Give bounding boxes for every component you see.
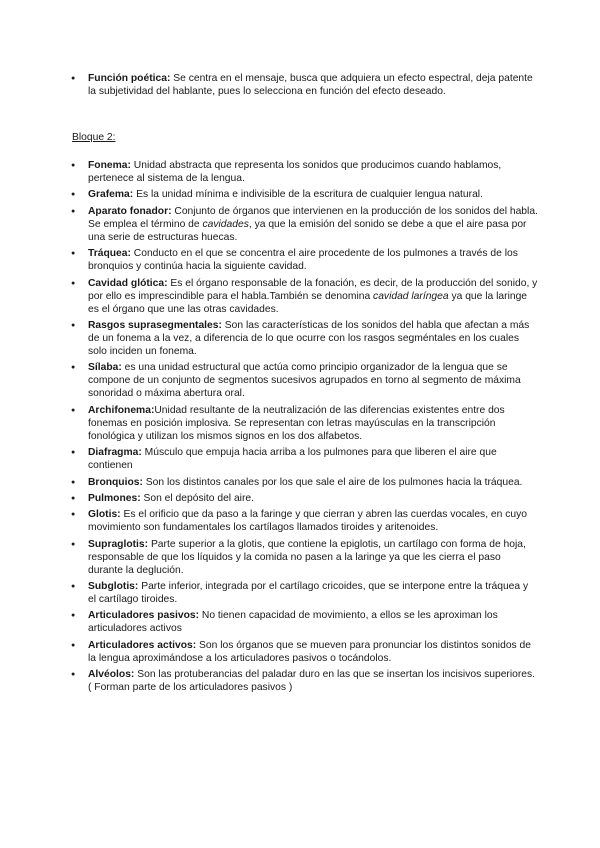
term-definition: Son los órganos que se mueven para pronunciar los distintos sonidos de la lengua aproximándose a los articuladores pasivos o tocándolos. [88, 639, 532, 664]
term-definition: Son el depósito del aire. [140, 492, 254, 504]
bloque-2-definition-list [88, 159, 538, 698]
term-definition: Parte inferior, integrada por el cartílago cricoides, que se interpone entre la tráquea y el cartílago tiroides. [88, 581, 529, 606]
term-definition: Unidad abstracta que representa los sonidos que producimos cuando hablamos, pertenece al sistema de la lengua. [88, 160, 502, 184]
list-item [88, 476, 538, 489]
term-label: Grafema: [88, 189, 134, 201]
list-item [88, 609, 538, 635]
list-item [88, 277, 538, 316]
term-label: Rasgos suprasegmentales: [88, 319, 222, 331]
term-definition: , ya que la emisión del sonido se debe a que el aire pasa por una serie de estructuras huecas. [88, 218, 527, 243]
term-definition: Se centra en el mensaje, busca que adquiera un efecto espectral, deja patente la subjetividad del hablante, pues lo selecciona en función del efecto deseado. [88, 73, 533, 97]
term-label: Función poética: [88, 73, 171, 84]
term-label: Archifonema: [88, 404, 155, 416]
list-item [88, 508, 538, 534]
section-heading: Bloque 2: [72, 132, 116, 143]
term-definition: Es el órgano responsable de la fonación, es decir, de la producción del sonido, y por ello es imprescindible para el habla.También se denomina [88, 277, 538, 302]
term-definition: No tienen capacidad de movimiento, a ellos se les aproximan los articuladores activos [88, 610, 498, 635]
term-label: Alvéolos: [88, 669, 135, 681]
term-definition: Es la unidad mínima e indivisible de la escritura de cualquier lengua natural. [133, 189, 483, 201]
list-item [88, 159, 538, 185]
term-definition: Unidad resultante de la neutralización de las diferencias existentes entre dos fonemas en posición implosiva. Se representan con letras mayúsculas en la transcripción fonológica y utilizan los mismos signos en los dos alfabetos. [88, 404, 505, 442]
term-definition: Son las características de los sonidos del habla que afectan a más de un fonema a la vez, a diferencia de lo que ocurre con los rasgos segméntales en los cuales solo inciden un fonema. [88, 319, 530, 357]
list-item [88, 404, 538, 443]
term-label: Aparato fonador: [88, 205, 172, 217]
list-item [88, 538, 538, 577]
list-item [88, 188, 538, 201]
list-item [88, 580, 538, 606]
term-label: Supraglotis: [88, 538, 149, 550]
list-item [88, 668, 538, 694]
list-item [88, 361, 538, 400]
italic-term: cavidad laríngea [373, 290, 449, 302]
term-label: Cavidad glótica: [88, 277, 168, 289]
term-label: Tráquea: [88, 248, 131, 260]
italic-term: cavidades [202, 218, 249, 230]
list-item [88, 492, 538, 505]
term-label: Sílaba: [88, 362, 122, 374]
list-item [88, 72, 538, 98]
term-definition: Conjunto de órganos que intervienen en la producción de los sonidos del habla. Se emplea el término de [88, 205, 538, 230]
term-definition: Es el orificio que da paso a la faringe y que cierran y abren las cuerdas vocales, en cuyo movimiento son fundamentales los cartílagos llamados tiroides y aritenoides. [88, 509, 527, 534]
term-definition: Son los distintos canales por los que sale el aire de los pulmones hacia la tráquea. [142, 476, 523, 488]
term-definition: es una unidad estructural que actúa como principio organizador de la lengua que se compone de un conjunto de segmentos sucesivos agrupados en torno al segmento de máxima sonoridad o máxima abertura oral. [88, 362, 521, 400]
list-item [88, 205, 538, 244]
term-definition: Músculo que empuja hacia arriba a los pulmones para que liberen el aire que contienen [88, 447, 497, 472]
term-label: Diafragma: [88, 447, 142, 459]
term-definition: ya que la laringe es el órgano que une las otras cavidades. [88, 290, 528, 315]
term-label: Glotis: [88, 509, 121, 521]
term-label: Fonema: [88, 160, 131, 171]
term-definition: Son las protuberancias del paladar duro en las que se insertan los incisivos superiores. ( Forman parte de los articuladores pasivos ) [88, 669, 536, 694]
term-definition: Conducto en el que se concentra el aire procedente de los pulmones a través de los bronquios y continúa hacia la siguiente cavidad. [88, 248, 518, 273]
list-item [88, 446, 538, 472]
term-label: Bronquios: [88, 476, 143, 488]
term-definition: Parte superior a la glotis, que contiene la epiglotis, un cartílago con forma de hoja, responsable de que los líquidos y la comida no pasen a la laringe ya que les cierra el paso durante la deglución. [88, 538, 526, 576]
term-label: Pulmones: [88, 492, 141, 504]
term-label: Subglotis: [88, 581, 139, 593]
term-label: Articuladores activos: [88, 639, 197, 651]
list-item [88, 639, 538, 665]
list-item [88, 247, 538, 273]
list-item [88, 319, 538, 358]
top-definition-list [88, 72, 538, 101]
term-label: Articuladores pasivos: [88, 610, 200, 622]
